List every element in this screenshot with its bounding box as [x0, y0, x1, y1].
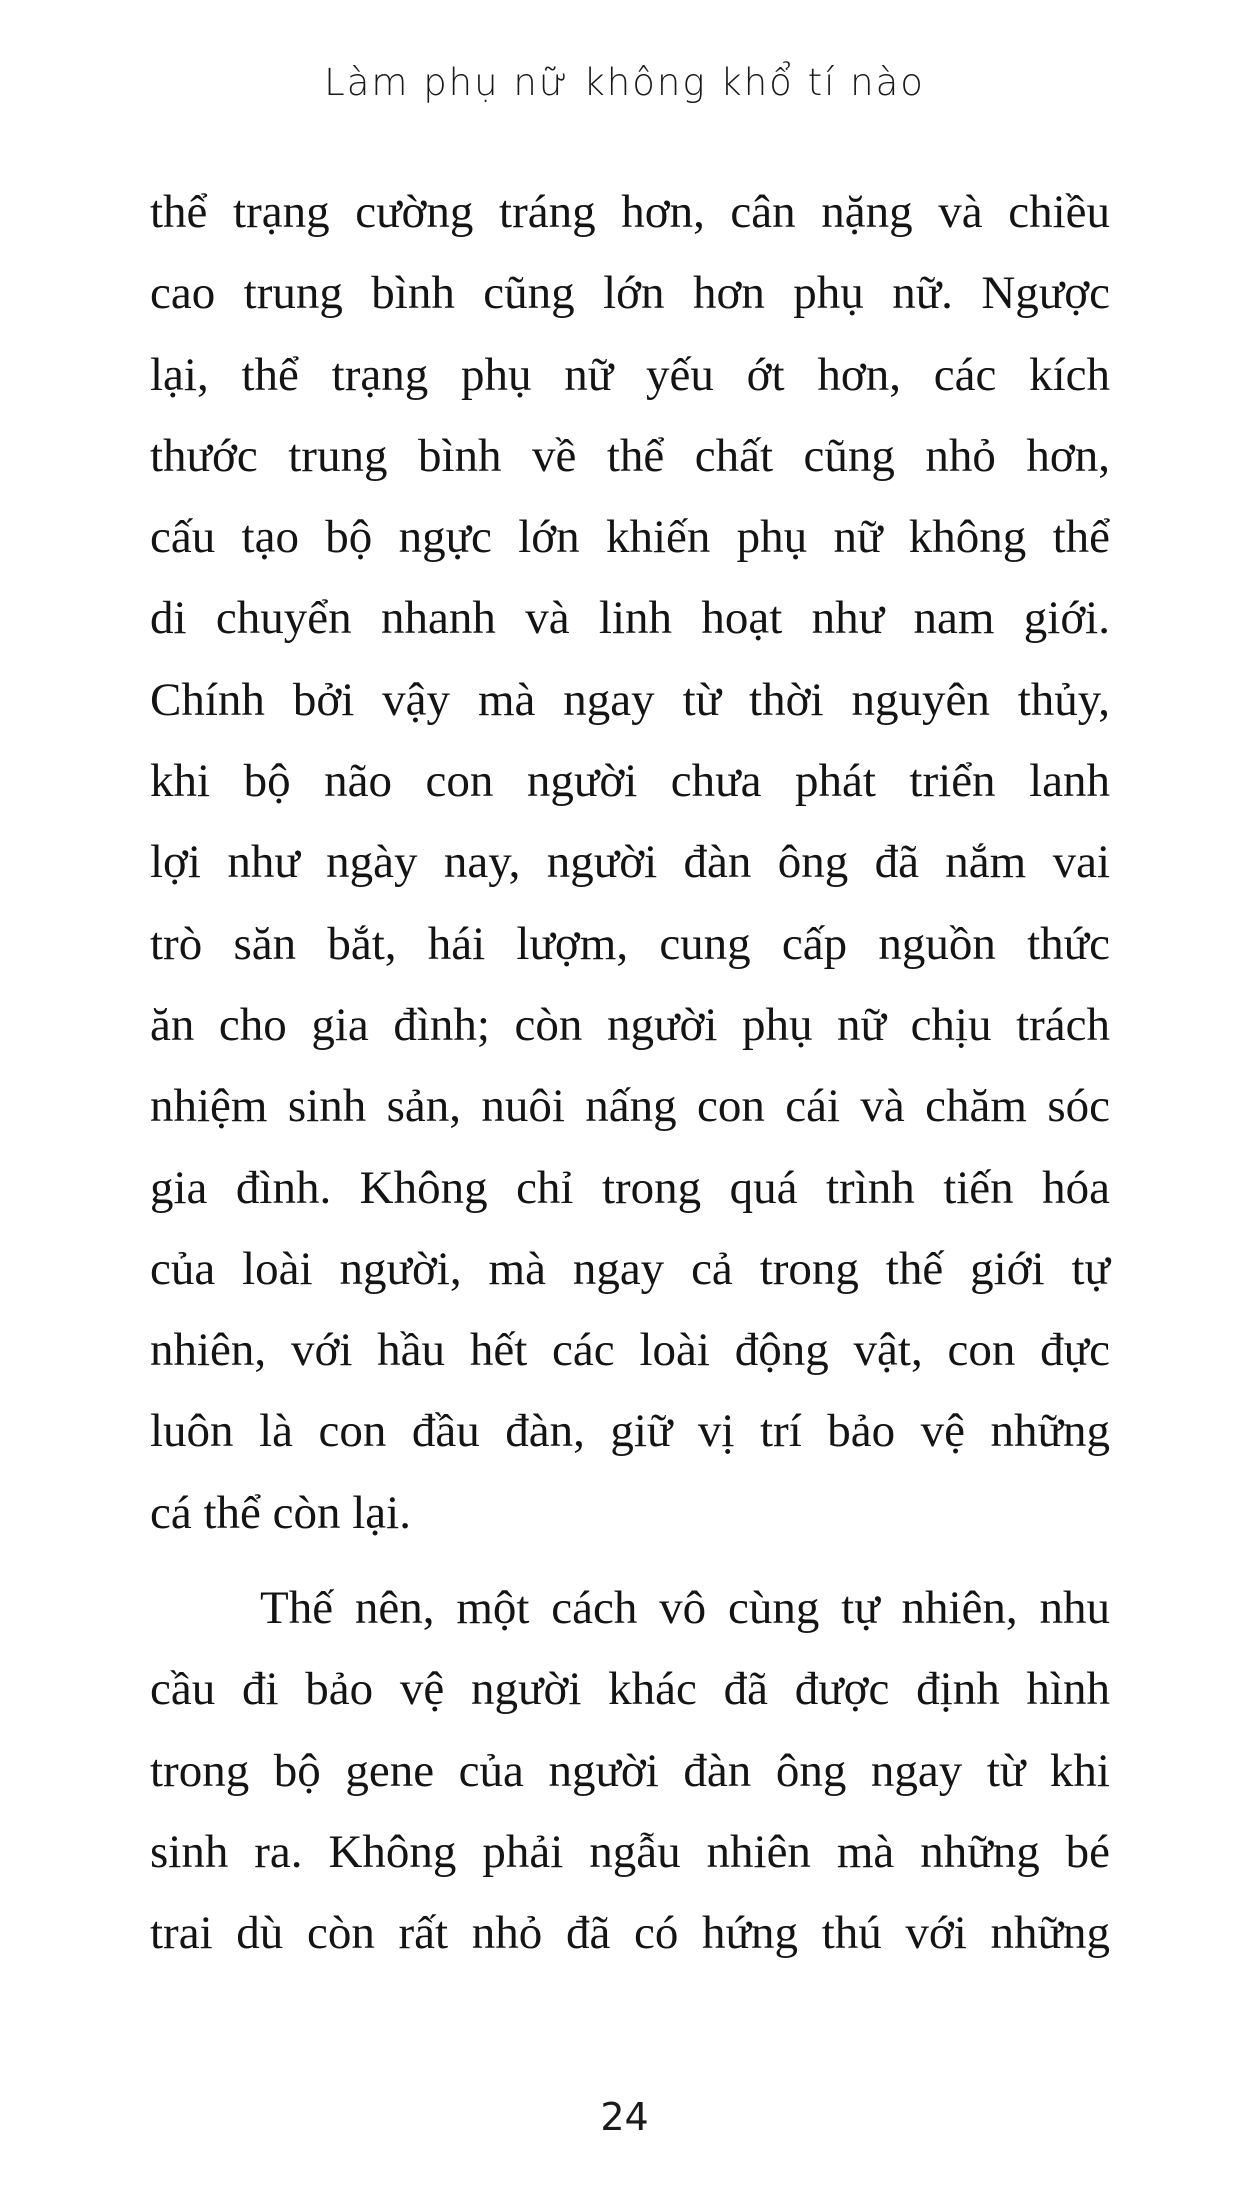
text-line: thước trung bình về thể chất cũng nhỏ hơn, — [150, 429, 1110, 482]
running-header: Làm phụ nữ không khổ tí nào — [324, 61, 925, 104]
text-line: cầu đi bảo vệ người khác đã được định hình — [150, 1663, 1110, 1716]
paragraph-2 — [150, 1568, 1110, 1974]
text-line: di chuyển nhanh và linh hoạt như nam giới. — [150, 592, 1110, 645]
text-line: thể trạng cường tráng hơn, cân nặng và chiều — [150, 186, 1110, 238]
text-line: nhiên, với hầu hết các loài động vật, con đực — [150, 1324, 1110, 1377]
text-line: lợi như ngày nay, người đàn ông đã nắm vai — [150, 836, 1110, 889]
text-line: Chính bởi vậy mà ngay từ thời nguyên thủy, — [150, 673, 1110, 726]
text-line: ăn cho gia đình; còn người phụ nữ chịu trách — [150, 998, 1110, 1051]
text-line: trong bộ gene của người đàn ông ngay từ khi — [150, 1744, 1110, 1797]
text-line: trai dù còn rất nhỏ đã có hứng thú với những — [150, 1907, 1110, 1960]
text-line: cá thể còn lại. — [150, 1486, 411, 1539]
text-line: cao trung bình cũng lớn hơn phụ nữ. Ngược — [150, 267, 1110, 320]
text-line: gia đình. Không chỉ trong quá trình tiến hóa — [150, 1161, 1110, 1214]
text-line: của loài người, mà ngay cả trong thế giới tự — [150, 1242, 1110, 1295]
text-line: Thế nên, một cách vô cùng tự nhiên, nhu — [260, 1582, 1110, 1634]
text-line: cấu tạo bộ ngực lớn khiến phụ nữ không thể — [150, 511, 1110, 564]
page-number: 24 — [600, 2095, 649, 2139]
text-line: khi bộ não con người chưa phát triển lanh — [150, 755, 1110, 808]
text-line: luôn là con đầu đàn, giữ vị trí bảo vệ những — [150, 1405, 1110, 1458]
text-line: lại, thể trạng phụ nữ yếu ớt hơn, các kích — [150, 348, 1110, 401]
text-line: sinh ra. Không phải ngẫu nhiên mà những bé — [150, 1825, 1110, 1878]
text-line: trò săn bắt, hái lượm, cung cấp nguồn thức — [150, 917, 1110, 970]
paragraph-1 — [150, 172, 1110, 1554]
text-line: nhiệm sinh sản, nuôi nấng con cái và chăm sóc — [150, 1080, 1110, 1133]
